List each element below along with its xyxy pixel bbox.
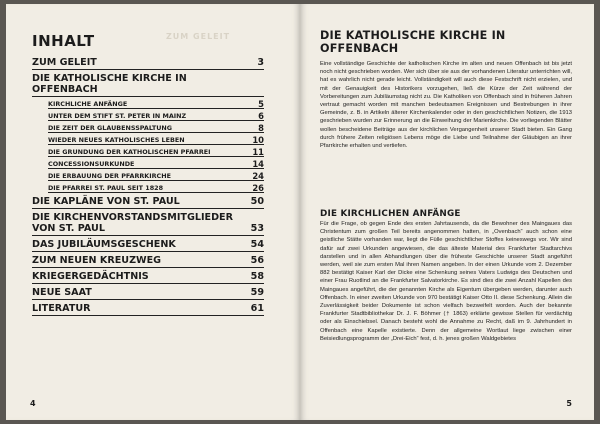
left-page (6, 4, 300, 420)
page-number: 4 (30, 399, 36, 408)
toc-entry-label: LITERATUR (32, 303, 91, 314)
article-title: DIE KATHOLISCHE KIRCHE IN OFFENBACH (320, 29, 506, 55)
toc-entry (32, 209, 264, 236)
toc-entry (48, 97, 264, 109)
toc-entry-page: 59 (250, 287, 264, 298)
toc-entry (32, 268, 264, 284)
toc-entry-label: KIRCHLICHE ANFÄNGE (48, 99, 128, 108)
toc-entry (32, 252, 264, 268)
toc-entry-page: 54 (250, 239, 264, 250)
toc-entry-label: DAS JUBILÄUMSGESCHENK (32, 239, 176, 250)
page-number: 5 (566, 399, 572, 408)
table-of-contents (32, 54, 264, 316)
toc-entry-label: DIE ERBAUUNG DER PFARRKIRCHE (48, 171, 171, 180)
toc-entry-page: 6 (258, 110, 264, 121)
toc-entry-page: 10 (252, 134, 264, 145)
toc-entry-label: UNTER DEM STIFT ST. PETER IN MAINZ (48, 111, 187, 120)
toc-entry-label: DIE KIRCHENVORSTANDSMITGLIEDER VON ST. PAUL (32, 212, 233, 234)
toc-entry-label: DIE PFARREI ST. PAUL SEIT 1828 (48, 183, 164, 192)
right-page (300, 4, 594, 420)
toc-entry (48, 181, 264, 193)
toc-entry (48, 157, 264, 169)
toc-entry (48, 121, 264, 133)
toc-entry-label: KRIEGERGEDÄCHTNIS (32, 271, 149, 282)
toc-entry-page: 8 (258, 122, 264, 133)
toc-entry (32, 54, 264, 70)
toc-entry-label: ZUM NEUEN KREUZWEG (32, 255, 162, 266)
toc-entry-page: 24 (252, 170, 264, 181)
toc-entry (32, 193, 264, 209)
toc-entry-page: 53 (250, 223, 264, 234)
toc-title: INHALT (32, 32, 95, 50)
section-paragraph: Für die Frage, ob gegen Ende des ersten Jahrtausends, da die Bewohner des Maingaues das Christentum zum großen Teil bereits angenommen hatten, in „Ovenbach“ auch schon eine geistliche Stätte vorhanden war, liegt die Fülle geschichtlicher Stoffes keineswegs vor. Wir sind dafür auf zwei Urkunden angewiesen, die das älteste Material des Frankfurter Stadtarchivs darstellen und in allen Abhandlungen über die früheste Geschichte unserer Stadt angeführt werden, weil sie zum ersten Mal ihren Namen angeben. In der einen Urkunde vom 2. Dezember 882 bestätigt Kaiser Karl der Dicke eine Schenkung seines Vaters Ludwigs des Deutschen und einer Frau Ruotlind an die Frankfurter Salvatorkirche. Es sind dies die zwei Anzahl Kapellen des Maingaues angeführt, die der genannten Kirche als Eigentum übergeben werden, darunter auch Offenbach. In einer zweiten Urkunde von 970 bestätigt Kaiser Otto II. diese Schenkung. Allein die Zuverlässigkeit beider Dokumente ist schon vielfach bezweifelt worden. Auch der bekannte Frankfurter Stadtbibliothekar Dr. J. F. Böhmer († 1863) erklärte gewisse Stellen für verdächtig oder als Einschiebsel. Danach besteht wohl die Annahme zu Recht, daß im 9. Jahrhundert in Offenbach eine Kapelle existierte. Denn der allgemeine Wortlaut liege zwischen einer Beisiedlungsprogramm der „Drei-Eich“ fest, d. h. jenes großen Waldgebietes (320, 221, 572, 342)
toc-entry-label: ZUM GELEIT (32, 57, 97, 68)
toc-entry (48, 145, 264, 157)
toc-entry-label: DIE GRUNDUNG DER KATHOLISCHEN PFARREI (48, 147, 211, 156)
toc-entry-label: WIEDER NEUES KATHOLISCHES LEBEN (48, 135, 185, 144)
toc-entry-label: NEUE SAAT (32, 287, 92, 298)
toc-entry (32, 236, 264, 252)
toc-entry-label: DIE KAPLÄNE VON ST. PAUL (32, 196, 180, 207)
toc-entry-page: 14 (252, 158, 264, 169)
toc-entry (32, 70, 264, 97)
toc-entry-page: 50 (250, 196, 264, 207)
toc-entry-label: DIE ZEIT DER GLAUBENSSPALTUNG (48, 123, 173, 132)
section-title: DIE KIRCHLICHEN ANFÄNGE (320, 209, 461, 219)
toc-entry-page: 26 (252, 182, 264, 193)
toc-entry-label: DIE KATHOLISCHE KIRCHE IN OFFENBACH (32, 73, 187, 95)
toc-entry-page: 5 (258, 98, 264, 109)
toc-entry (32, 284, 264, 300)
toc-entry (32, 300, 264, 316)
intro-paragraph: Eine vollständige Geschichte der katholischen Kirche im alten und neuen Offenbach ist bis jetzt noch nicht geschrieben worden. Wer sich über sie aus der vorhandenen Literatur unterrichten will, hat es wahrlich nicht gerade leicht. Vollständigkeit will auch diese Festschrift nicht erzielen, und mit der Genauigkeit des Historikers vorzugehen, ließ die Kürze der Zeit während der Vorbereitungen zum Jubiläumstag nicht zu. Die Katholiken von Offenbach sind in früheren Jahren vertraut gemacht worden mit manchen bedeutsamen Ereignissen und Bestrebungen in ihrer Gemeinde, z. B. in Artikeln älterer Kirchenkalender oder in den geschichtlichen Notizen, die 1913 geschrieben wurden zur Erinnerung an die Einweihung der Marienkirche. Die vorliegenden Blätter wollen bescheidene Beiträge aus der kirchlichen Vergangenheit unserer Stadt bieten. Ein Gang durch frühere Zeiten religiösen Lebens möge die Liebe und Teilnahme der Gläubigen an ihrer Pfarrkirche erhalten und vertiefen. (320, 61, 572, 150)
toc-entry (48, 169, 264, 181)
show-through-text: ZUM GELEIT (166, 32, 231, 41)
toc-entry (48, 133, 264, 145)
toc-entry-page: 11 (252, 146, 264, 157)
toc-entry-page: 56 (250, 255, 264, 266)
toc-entry-page: 61 (250, 303, 264, 314)
toc-entry-page: 3 (257, 57, 264, 68)
toc-entry (48, 109, 264, 121)
toc-entry-label: CONCESSIONSURKUNDE (48, 159, 135, 168)
book-spread (6, 4, 594, 420)
toc-entry-page: 58 (250, 271, 264, 282)
